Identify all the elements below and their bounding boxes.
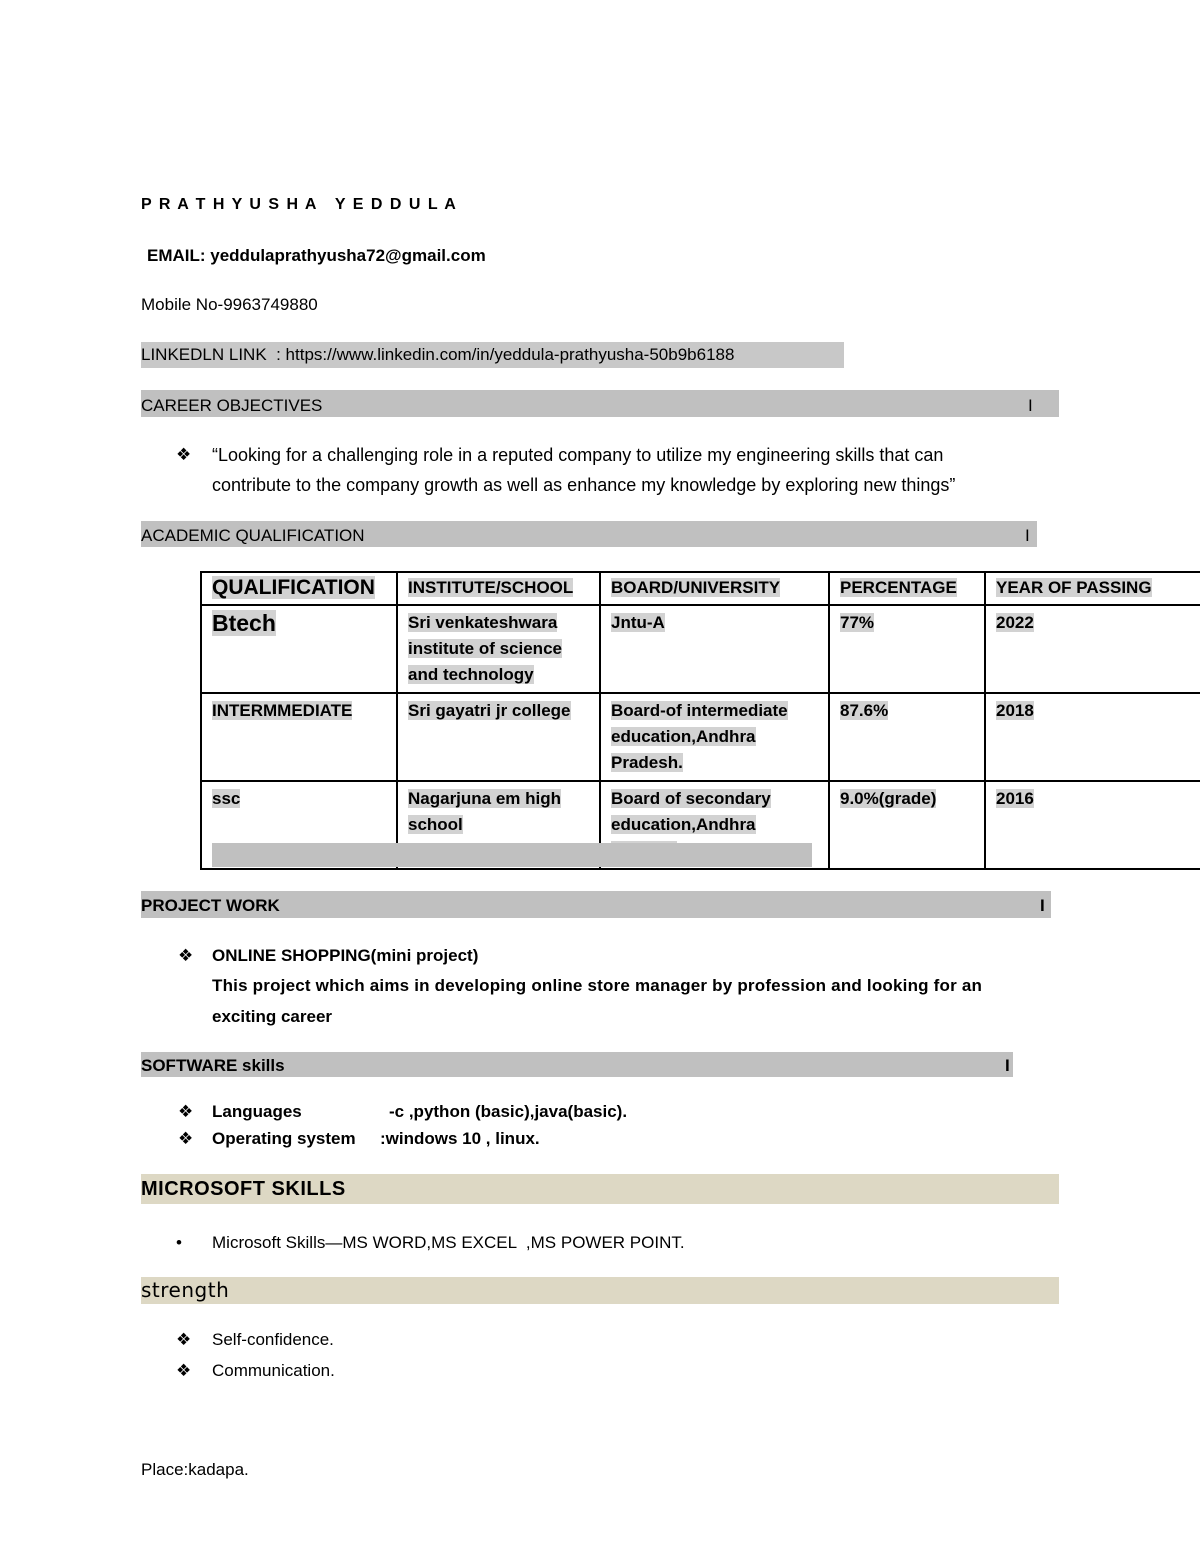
os-label: Operating system [212, 1129, 356, 1148]
table-cell: 9.0%(grade) [829, 781, 985, 869]
table-cell: 87.6% [829, 693, 985, 781]
table-cell: 2022 [985, 605, 1200, 693]
objective-line-2: contribute to the company growth as well as enhance my knowledge by exploring new things” [212, 475, 956, 495]
candidate-name: P R A T H Y U S H A Y E D D U L A [141, 196, 458, 213]
table-cell: Jntu-A [600, 605, 829, 693]
qualification-table [200, 571, 1200, 870]
project-heading-pipe: I [1040, 896, 1045, 915]
linkedin-link[interactable]: LINKEDLN LINK : https://www.linkedin.com/in/yeddula-prathyusha-50b9b6188 [141, 342, 844, 368]
project-desc-line-2: exciting career [212, 1007, 333, 1026]
project-heading: PROJECT WORK [141, 896, 280, 915]
microsoft-skills-item: Microsoft Skills—MS WORD,MS EXCEL ,MS POWER POINT. [212, 1233, 685, 1252]
column-header: INSTITUTE/SCHOOL [397, 572, 600, 605]
column-header: BOARD/UNIVERSITY [600, 572, 829, 605]
diamond-bullet-icon: ❖ [178, 1102, 194, 1121]
project-title: ONLINE SHOPPING(mini project) [212, 946, 479, 965]
table-cell: ssc [201, 781, 397, 869]
diamond-bullet-icon: ❖ [176, 1361, 192, 1380]
academic-heading: ACADEMIC QUALIFICATION [141, 526, 365, 545]
career-heading: CAREER OBJECTIVES [141, 396, 323, 415]
strength-heading-bar [141, 1277, 1059, 1304]
project-desc-line-1: This project which aims in developing online store manager by profession and looking for an [212, 976, 983, 995]
column-header: QUALIFICATION [201, 572, 397, 605]
diamond-bullet-icon: ❖ [178, 946, 194, 965]
table-cell: 77% [829, 605, 985, 693]
diamond-bullet-icon: ❖ [176, 445, 192, 464]
languages-label: Languages [212, 1102, 302, 1121]
objective-line-1: “Looking for a challenging role in a reputed company to utilize my engineering skills that can [212, 445, 944, 465]
table-underline-bar [212, 843, 812, 867]
column-header: YEAR OF PASSING [985, 572, 1200, 605]
table-cell: 2016 [985, 781, 1200, 869]
os-value: :windows 10 , linux. [380, 1129, 540, 1148]
table-cell: Btech [201, 605, 397, 693]
languages-value: -c ,python (basic),java(basic). [389, 1102, 628, 1121]
dot-bullet-icon: • [176, 1233, 182, 1252]
microsoft-heading: MICROSOFT SKILLS [141, 1178, 346, 1200]
career-heading-pipe: I [1028, 396, 1033, 415]
software-heading-pipe: I [1005, 1056, 1010, 1075]
diamond-bullet-icon: ❖ [178, 1129, 194, 1148]
software-heading: SOFTWARE skills [141, 1056, 285, 1075]
table-cell: Sri venkateshwara institute of science and technology [397, 605, 600, 693]
strength-item: Communication. [212, 1361, 335, 1380]
academic-heading-pipe: I [1025, 526, 1030, 545]
table-cell: Board-of intermediate education,Andhra Pradesh. [600, 693, 829, 781]
table-cell: INTERMMEDIATE [201, 693, 397, 781]
mobile-number: Mobile No-9963749880 [141, 295, 318, 314]
place: Place:kadapa. [141, 1460, 249, 1479]
column-header: PERCENTAGE [829, 572, 985, 605]
table-cell: Nagarjuna em high school [397, 781, 600, 869]
table-cell: 2018 [985, 693, 1200, 781]
email: EMAIL: yeddulaprathyusha72@gmail.com [147, 246, 486, 265]
table-cell: Board of secondary education,Andhra [600, 781, 829, 869]
table-header-row [201, 572, 1200, 605]
table-row [201, 605, 1200, 693]
table-row [201, 693, 1200, 781]
table-cell: Sri gayatri jr college [397, 693, 600, 781]
strength-item: Self-confidence. [212, 1330, 334, 1349]
diamond-bullet-icon: ❖ [176, 1330, 192, 1349]
strength-heading: strength [141, 1278, 230, 1302]
